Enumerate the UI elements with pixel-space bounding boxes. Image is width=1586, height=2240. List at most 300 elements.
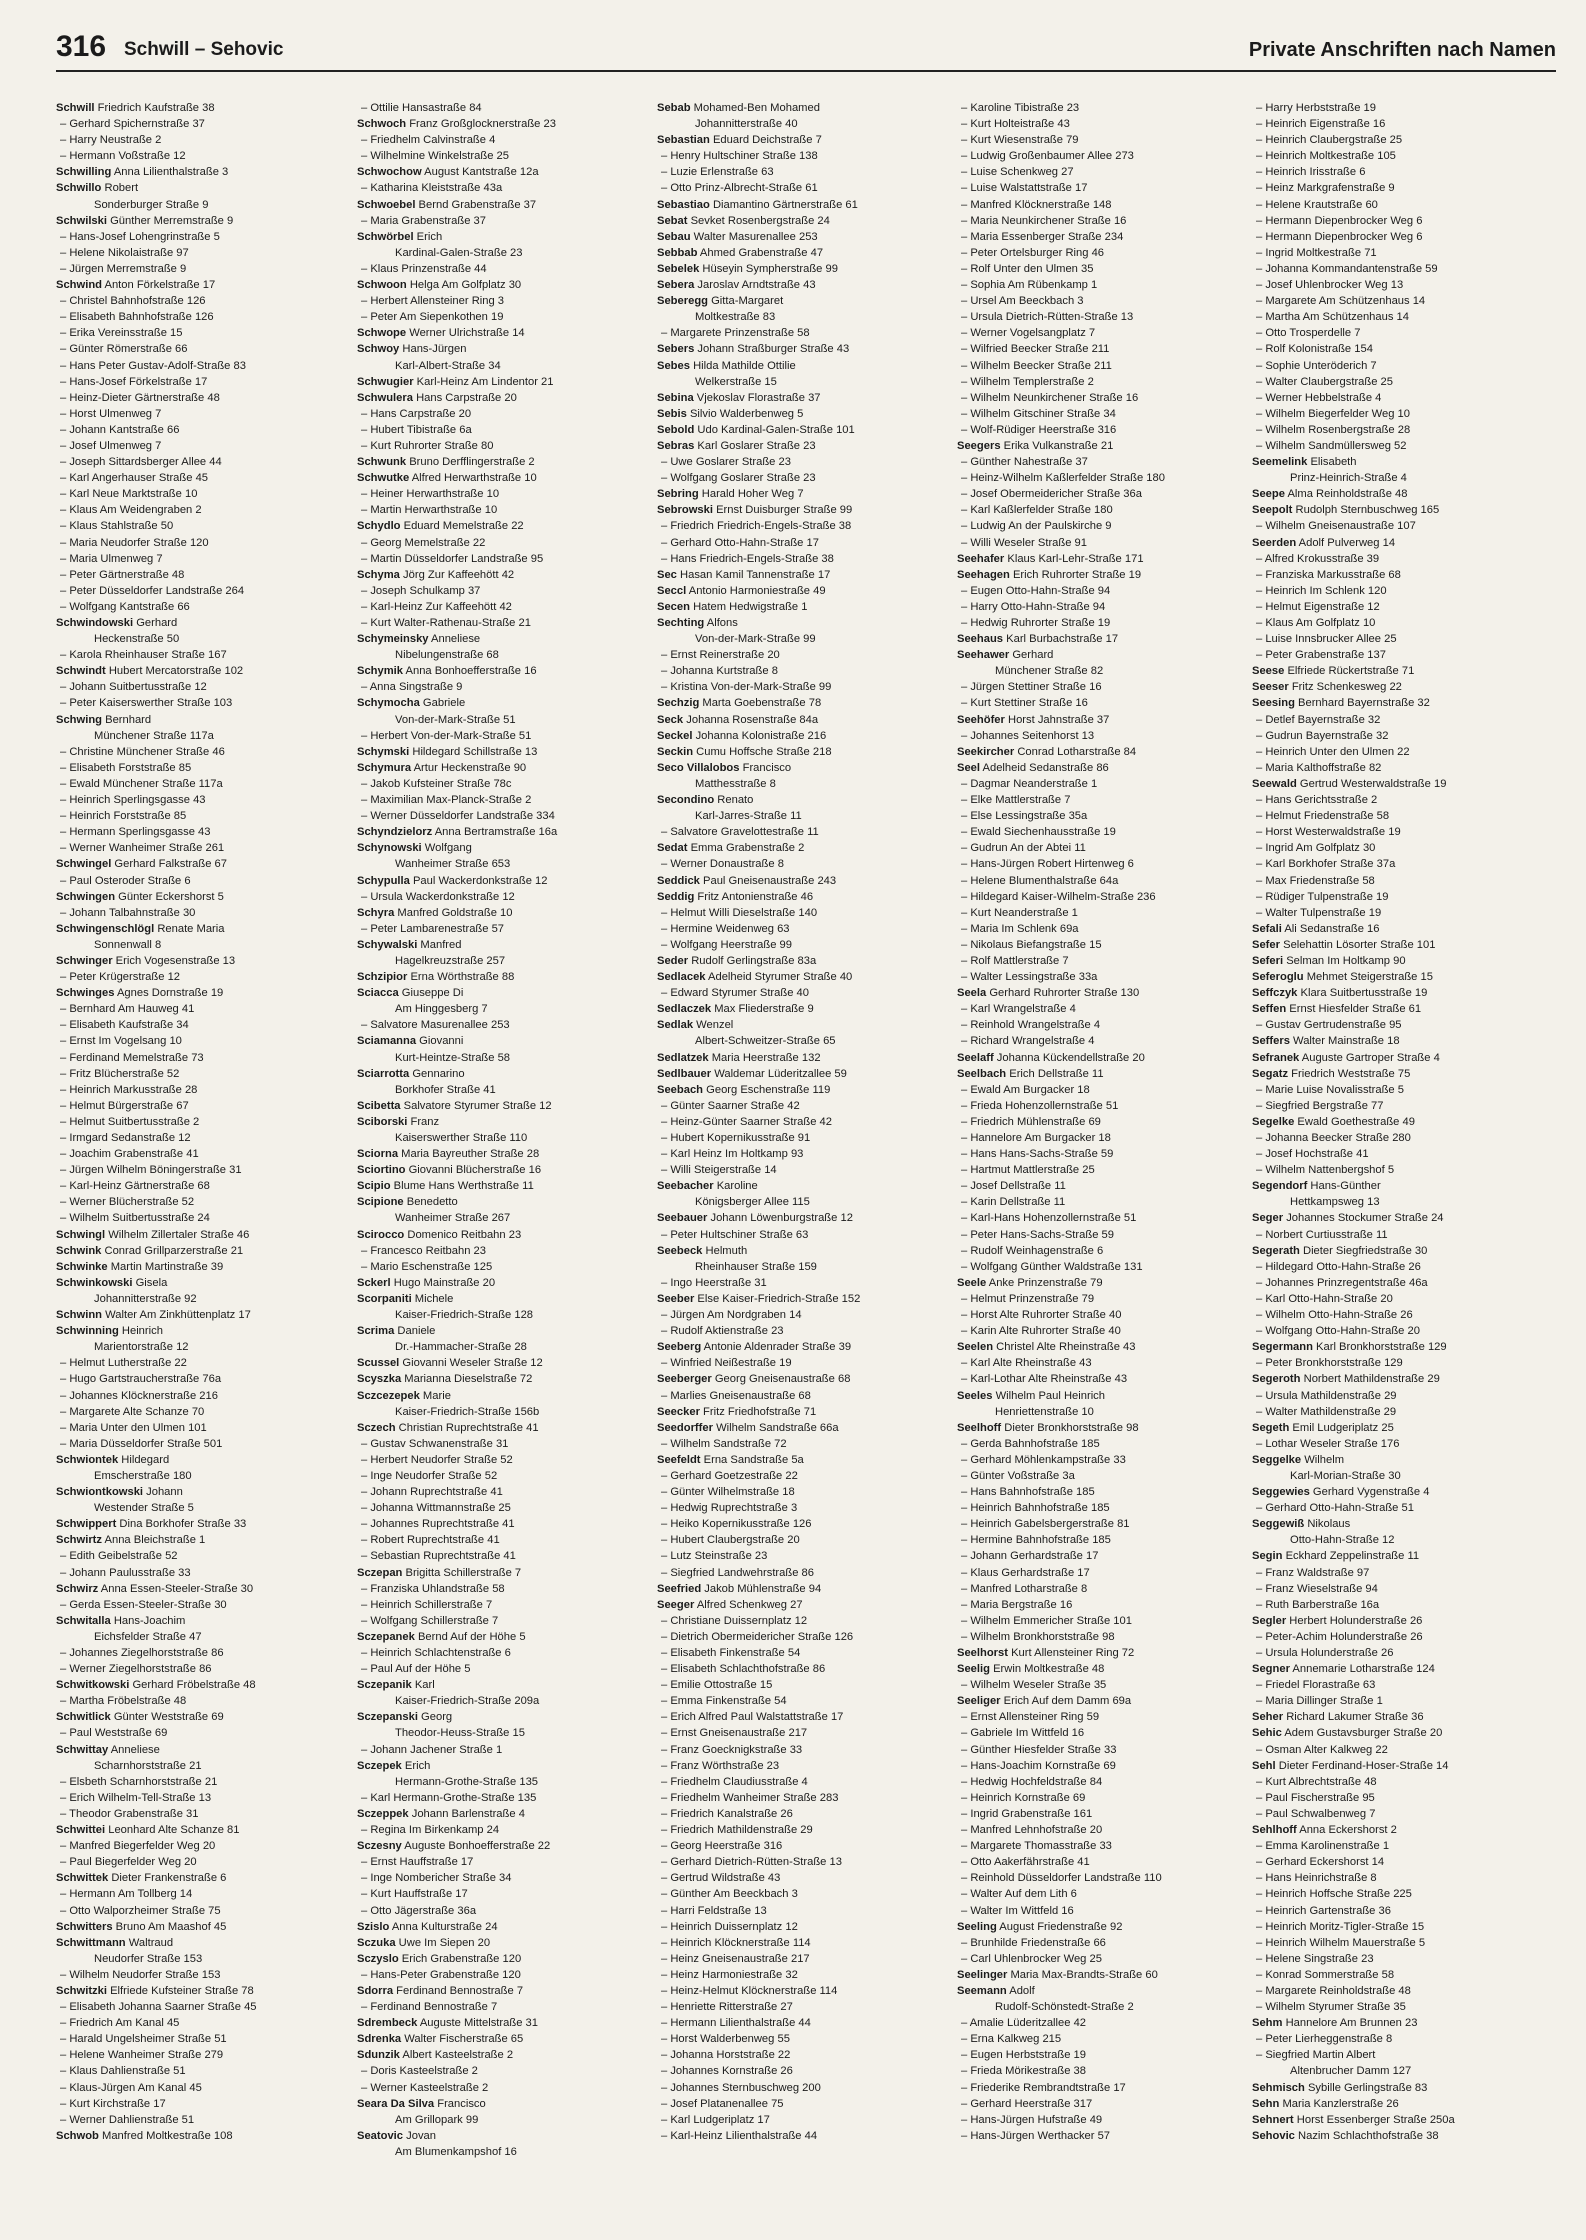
directory-entry: – Karl Neue Marktstraße 10 — [60, 488, 198, 501]
directory-entry: – Johanna Kurtstraße 8 — [661, 665, 778, 678]
directory-entry: – Manfred Lehnhofstraße 20 — [961, 1824, 1103, 1837]
directory-entry — [1252, 1709, 1542, 1725]
directory-entry — [357, 518, 647, 534]
directory-entry: – Ernst Allensteiner Ring 59 — [961, 1711, 1100, 1724]
directory-entry — [357, 1291, 647, 1307]
surname: Seatovic — [357, 2129, 404, 2142]
surname: Schwink — [56, 1244, 102, 1257]
directory-entry: – Otto Trosperdelle 7 — [1256, 327, 1361, 340]
directory-entry: – Jürgen Am Nordgraben 14 — [661, 1309, 802, 1322]
directory-entry: – Gudrun Bayernstraße 32 — [1256, 729, 1389, 742]
entry-details: Alfons — [704, 617, 738, 629]
entry-details: Horst Essenberger Straße 250a — [1293, 2113, 1455, 2126]
directory-entry — [1252, 1452, 1542, 1468]
surname: Schwilling — [56, 166, 112, 179]
surname: Schyma — [357, 568, 400, 581]
directory-entry — [657, 1291, 947, 1307]
entry-details: Daniele — [394, 1325, 436, 1338]
directory-entry: – Gabriele Im Wittfeld 16 — [961, 1727, 1085, 1740]
directory-entry: Albert-Schweitzer-Straße 65 — [695, 1035, 836, 1048]
directory-entry: – Else Lessingstraße 35a — [961, 810, 1088, 823]
directory-entry: – Hedwig Ruprechtstraße 3 — [661, 1502, 798, 1515]
surname: Schymik — [357, 665, 404, 678]
surname: Sebers — [657, 343, 695, 356]
directory-entry: – Heinrich Gartenstraße 36 — [1256, 1904, 1391, 1917]
directory-entry — [357, 1114, 647, 1130]
directory-entry: – Friedrich Friedrich-Engels-Straße 38 — [661, 520, 852, 533]
directory-entry: – Walter Tulpenstraße 19 — [1256, 906, 1382, 919]
entry-details: Günter Weststraße 69 — [110, 1711, 224, 1724]
directory-entry: – Nikolaus Biefangstraße 15 — [961, 938, 1102, 951]
surname: Sczyslo — [357, 1952, 399, 1965]
directory-entry: – Wilhelm Sandmüllersweg 52 — [1256, 439, 1407, 452]
directory-entry: – Gerda Essen-Steeler-Straße 30 — [60, 1598, 227, 1611]
directory-entry: – Salvatore Masurenallee 253 — [361, 1019, 510, 1032]
entry-details: Karl Burbachstraße 17 — [1003, 633, 1119, 646]
surname: Schwoch — [357, 118, 407, 131]
entry-details: Anke Prinzenstraße 79 — [986, 1276, 1103, 1289]
directory-entry: – Hannelore Am Burgacker 18 — [961, 1132, 1111, 1144]
directory-entry: – Francesco Reitbahn 23 — [361, 1244, 487, 1257]
surname: Seepolt — [1252, 504, 1293, 517]
directory-entry: – Franz Wörthstraße 23 — [661, 1759, 780, 1772]
directory-entry: – Osman Alter Kalkweg 22 — [1256, 1743, 1388, 1756]
surname: Seferi — [1252, 954, 1284, 967]
directory-entry: – Wilhelm Neudorfer Straße 153 — [60, 1968, 221, 1981]
directory-entry: – Ernst Gneisenaustraße 217 — [661, 1727, 808, 1740]
directory-entry: – Johann Suitbertusstraße 12 — [60, 681, 207, 694]
directory-entry: Karl-Albert-Straße 34 — [395, 359, 501, 372]
directory-entry: – Ernst Reinerstraße 20 — [661, 649, 780, 662]
surname: Sczepanski — [357, 1711, 418, 1724]
directory-entry: – Heinrich Forststraße 85 — [60, 810, 187, 823]
directory-entry: – Harry Neustraße 2 — [60, 134, 162, 147]
directory-entry — [56, 1484, 346, 1500]
directory-entry — [1252, 2096, 1542, 2112]
entry-details: Friedrich Weststraße 75 — [1288, 1067, 1411, 1080]
directory-entry: – Jürgen Stettiner Straße 16 — [961, 681, 1102, 694]
directory-entry — [657, 1581, 947, 1597]
directory-entry: – Eugen Otto-Hahn-Straße 94 — [961, 584, 1111, 597]
entry-details: Georg Gneisenaustraße 68 — [711, 1373, 851, 1386]
entry-details: Friedrich Kaufstraße 38 — [94, 102, 215, 114]
entry-details: Leonhard Alte Schanze 81 — [105, 1824, 240, 1837]
directory-entry: Altenbrucher Damm 127 — [1290, 2065, 1412, 2078]
entry-details: Bernhard — [102, 713, 152, 726]
entry-details: Gabriele — [419, 697, 466, 710]
column-1 — [56, 100, 346, 2220]
directory-entry — [357, 567, 647, 583]
directory-entry: Matthesstraße 8 — [695, 777, 776, 790]
directory-entry — [657, 953, 947, 969]
directory-entry: – Martha Fröbelstraße 48 — [60, 1695, 187, 1708]
directory-entry: – Klaus Prinzenstraße 44 — [361, 262, 487, 275]
directory-entry: – Werner Blücherstraße 52 — [60, 1196, 195, 1209]
directory-entry — [1252, 1516, 1542, 1532]
entry-details: Salvatore Styrumer Straße 12 — [400, 1099, 552, 1112]
surname: Seebach — [657, 1083, 704, 1096]
directory-entry: – Heinrich Hoffsche Straße 225 — [1256, 1888, 1412, 1901]
directory-entry: – Josef Obermeidericher Straße 36a — [961, 488, 1142, 501]
directory-entry: – Otto Aakerfährstraße 41 — [961, 1856, 1090, 1869]
directory-entry: – Emma Finkenstraße 54 — [661, 1695, 787, 1708]
entry-details: Horst Jahnstraße 37 — [1004, 713, 1110, 726]
surname: Schwittei — [56, 1824, 106, 1837]
directory-entry: – Martha Am Schützenhaus 14 — [1256, 311, 1409, 324]
entry-details: Gerhard Ruhrorter Straße 130 — [986, 987, 1140, 1000]
directory-entry — [357, 1146, 647, 1162]
entry-details: Sevket Rosenbergstraße 24 — [687, 214, 830, 227]
directory-entry: – Heinrich Klöcknerstraße 114 — [661, 1936, 811, 1949]
directory-entry — [56, 180, 346, 196]
directory-entry: – Klaus Am Weidengraben 2 — [60, 504, 202, 517]
surname: Schwochow — [357, 166, 422, 179]
entry-details: Franz Großglocknerstraße 23 — [406, 118, 556, 131]
entry-details: Renate Maria — [154, 922, 225, 935]
surname: Schwitzki — [56, 1984, 107, 1997]
surname: Seese — [1252, 665, 1285, 678]
directory-entry: – Klaus-Jürgen Am Kanal 45 — [60, 2081, 202, 2094]
directory-entry — [56, 953, 346, 969]
entry-details: Adolf — [1006, 1984, 1035, 1997]
entry-details: Hans Carpstraße 20 — [412, 391, 517, 404]
directory-entry: – Heinrich Duissernplatz 12 — [661, 1920, 798, 1933]
directory-entry: – Karl-Hans Hohenzollernstraße 51 — [961, 1212, 1137, 1225]
directory-entry — [357, 1355, 647, 1371]
directory-entry: – Günter Voßstraße 3a — [961, 1469, 1075, 1482]
directory-entry — [1252, 663, 1542, 679]
directory-entry: Otto-Hahn-Straße 12 — [1290, 1534, 1395, 1547]
entry-details: Klara Suitbertusstraße 19 — [1297, 987, 1428, 1000]
surname: Seffers — [1252, 1035, 1290, 1048]
directory-entry: – Johann Kantstraße 66 — [60, 423, 180, 436]
surname: Sebab — [657, 102, 691, 114]
surname: Sebau — [657, 230, 691, 243]
surname: Segerath — [1252, 1244, 1300, 1257]
directory-entry — [957, 1066, 1247, 1082]
surname: Segner — [1252, 1663, 1290, 1676]
directory-entry — [657, 1001, 947, 1017]
directory-entry — [357, 390, 647, 406]
entry-details: Fritz Schenkesweg 22 — [1288, 681, 1402, 694]
directory-entry — [357, 1951, 647, 1967]
directory-entry: – Alfred Krokusstraße 39 — [1256, 552, 1380, 565]
entry-details: Klaus Karl-Lehr-Straße 171 — [1004, 552, 1144, 565]
directory-entry: – Margarete Thomasstraße 33 — [961, 1840, 1112, 1853]
directory-entry — [957, 985, 1247, 1001]
directory-entry: – Josef Platanenallee 75 — [661, 2097, 784, 2110]
directory-entry: – Hermann Am Tollberg 14 — [60, 1888, 193, 1901]
surname: Sebis — [657, 407, 687, 420]
directory-entry: – Hans Hans-Sachs-Straße 59 — [961, 1148, 1114, 1161]
directory-entry: – Hildegard Kaiser-Wilhelm-Straße 236 — [961, 890, 1156, 903]
directory-entry: – Kurt Albrechtstraße 48 — [1256, 1775, 1377, 1788]
surname: Schwiontek — [56, 1453, 119, 1466]
directory-entry — [657, 567, 947, 583]
directory-entry: – Erich Alfred Paul Walstattstraße 17 — [661, 1711, 844, 1724]
directory-entry: – Gerhard Heerstraße 317 — [961, 2097, 1093, 2110]
directory-entry: – Ursula Wackerdonkstraße 12 — [361, 890, 515, 903]
directory-entry — [56, 1243, 346, 1259]
directory-entry: – Karl Kaßlerfelder Straße 180 — [961, 504, 1113, 517]
directory-entry: – Karl Otto-Hahn-Straße 20 — [1256, 1292, 1393, 1305]
surname: Sczech — [357, 1421, 396, 1434]
directory-entry — [357, 1709, 647, 1725]
directory-entry: – Hans-Joachim Kornstraße 69 — [961, 1759, 1116, 1772]
directory-entry: – Heinrich Moritz-Tigler-Straße 15 — [1256, 1920, 1425, 1933]
directory-entry: – Wilhelm Gitschiner Straße 34 — [961, 407, 1116, 420]
directory-entry — [357, 1033, 647, 1049]
entry-details: Nazim Schlachthofstraße 38 — [1294, 2129, 1439, 2142]
directory-entry — [357, 229, 647, 245]
directory-entry — [957, 647, 1247, 663]
surname: Sdrembeck — [357, 2017, 418, 2030]
directory-entry: – Bernhard Am Hauweg 41 — [60, 1003, 195, 1016]
entry-details: Karl-Heinz Am Lindentor 21 — [413, 375, 554, 388]
surname: Sciortino — [357, 1164, 406, 1177]
directory-entry: – Max Friedenstraße 58 — [1256, 874, 1375, 887]
directory-entry: – Wilhelm Suitbertusstraße 24 — [60, 1212, 210, 1225]
directory-entry: – Harry Herbststraße 19 — [1256, 102, 1376, 114]
surname: Seehaus — [957, 633, 1004, 646]
directory-entry: – Paul Biegerfelder Weg 20 — [60, 1856, 197, 1869]
directory-entry: Johannitterstraße 92 — [94, 1292, 197, 1305]
directory-entry — [957, 1275, 1247, 1291]
entry-details: Vjekoslav Florastraße 37 — [693, 391, 821, 404]
directory-entry — [357, 2047, 647, 2063]
directory-entry: – Sebastian Ruprechtstraße 41 — [361, 1550, 516, 1563]
directory-entry: Von-der-Mark-Straße 99 — [695, 633, 816, 646]
directory-entry: – Anna Singstraße 9 — [361, 681, 463, 694]
directory-entry: – Johanna Beecker Straße 280 — [1256, 1132, 1411, 1144]
surname: Seesing — [1252, 697, 1295, 710]
directory-entry: Kardinal-Galen-Straße 23 — [395, 246, 523, 259]
directory-entry: – Horst Walderbenweg 55 — [661, 2033, 790, 2046]
surname: Seferoglu — [1252, 971, 1304, 984]
directory-entry: – Ruth Barberstraße 16a — [1256, 1598, 1380, 1611]
directory-entry — [657, 486, 947, 502]
entry-details: Christel Alte Rheinstraße 43 — [993, 1341, 1136, 1354]
surname: Schwoon — [357, 279, 407, 292]
directory-entry: – Friederike Rembrandtstraße 17 — [961, 2081, 1126, 2094]
directory-entry — [1252, 679, 1542, 695]
directory-entry: – Herbert Allensteiner Ring 3 — [361, 295, 505, 308]
surname: Scirocco — [357, 1228, 405, 1241]
directory-entry: – Peter Kaiserswerther Straße 103 — [60, 697, 233, 710]
entry-details: Hüseyin Sympherstraße 99 — [699, 262, 838, 275]
directory-entry: – Karl Hermann-Grothe-Straße 135 — [361, 1791, 537, 1804]
directory-entry: – Peter Grabenstraße 137 — [1256, 649, 1386, 662]
directory-entry: – Ernst Im Vogelsang 10 — [60, 1035, 182, 1048]
surname: Schwilski — [56, 214, 107, 227]
directory-entry — [357, 1420, 647, 1436]
directory-entry: – Maria Essenberger Straße 234 — [961, 230, 1124, 243]
directory-entry: – Ingo Heerstraße 31 — [661, 1276, 767, 1289]
surname: Segler — [1252, 1614, 1287, 1627]
directory-entry: – Elisabeth Bahnhofstraße 126 — [60, 311, 214, 324]
entry-details: Else Kaiser-Friedrich-Straße 152 — [694, 1292, 861, 1305]
directory-entry: – Wolfgang Günther Waldstraße 131 — [961, 1260, 1143, 1273]
directory-entry — [56, 1227, 346, 1243]
directory-entry: – Kurt Ruhrorter Straße 80 — [361, 439, 494, 452]
surname: Seefeldt — [657, 1453, 701, 1466]
entry-details: Walter Fischerstraße 65 — [401, 2033, 524, 2046]
entry-details: Marta Goebenstraße 78 — [699, 697, 822, 710]
directory-entry: – Helmut Eigenstraße 12 — [1256, 600, 1380, 613]
directory-entry: – Dietrich Obermeidericher Straße 126 — [661, 1630, 854, 1643]
directory-entry: – Helmut Suitbertusstraße 2 — [60, 1115, 200, 1128]
surname: Seehöfer — [957, 713, 1005, 726]
directory-entry: – Kurt Neanderstraße 1 — [961, 906, 1078, 919]
surname: Sczepanek — [357, 1630, 415, 1643]
surname: Seher — [1252, 1711, 1284, 1724]
entry-details: Fritz Antonienstraße 46 — [694, 890, 814, 903]
entry-details: Erich Vogesenstraße 13 — [112, 954, 236, 967]
directory-entry — [357, 341, 647, 357]
directory-entry — [657, 969, 947, 985]
surname: Sciorna — [357, 1148, 399, 1161]
directory-entry — [957, 631, 1247, 647]
directory-entry: – Hubert Claubergstraße 20 — [661, 1534, 800, 1547]
directory-entry: – Helmut Prinzenstraße 79 — [961, 1292, 1095, 1305]
directory-entry — [657, 1243, 947, 1259]
directory-entry: – Heinrich Schlachtenstraße 6 — [361, 1647, 511, 1659]
directory-entry: – Josef Ulmenweg 7 — [60, 439, 162, 452]
directory-entry: – Kurt Wiesenstraße 79 — [961, 134, 1079, 147]
directory-entry — [657, 213, 947, 229]
surname: Schwitkowski — [56, 1679, 130, 1692]
directory-entry: – Werner Ziegelhorststraße 86 — [60, 1663, 212, 1676]
directory-entry: – Reinhold Wrangelstraße 4 — [961, 1019, 1101, 1032]
directory-entry: – Helene Krautstraße 60 — [1256, 198, 1378, 211]
directory-entry: – Reinhold Düsseldorfer Landstraße 110 — [961, 1872, 1162, 1885]
surname: Schwiontkowski — [56, 1486, 144, 1499]
entry-details: Eckhard Zeppelinstraße 11 — [1282, 1550, 1420, 1563]
surname: Sciarrotta — [357, 1067, 410, 1080]
directory-entry: – Eugen Herbststraße 19 — [961, 2049, 1086, 2062]
surname: Sebes — [657, 359, 690, 372]
directory-entry: – Marlies Gneisenaustraße 68 — [661, 1389, 811, 1402]
directory-entry: – Johannes Klöcknerstraße 216 — [60, 1389, 218, 1402]
directory-entry: – Rolf Unter den Ulmen 35 — [961, 262, 1094, 275]
surname: Schwirz — [56, 1582, 99, 1595]
directory-entry — [56, 1323, 346, 1339]
directory-entry: – Hermine Weidenweg 63 — [661, 922, 790, 935]
directory-entry: – Edith Geibelstraße 52 — [60, 1550, 178, 1563]
directory-entry — [1252, 486, 1542, 502]
directory-entry: – Maria Düsseldorfer Straße 501 — [60, 1437, 223, 1450]
surname: Seeser — [1252, 681, 1289, 694]
directory-entry: – Klaus Dahlienstraße 51 — [60, 2065, 186, 2078]
column-3 — [657, 100, 947, 2220]
entry-details: Wenzel — [693, 1019, 734, 1032]
directory-entry: – Karl Heinz Im Holtkamp 93 — [661, 1148, 804, 1161]
surname: Segin — [1252, 1550, 1283, 1563]
surname: Schwoy — [357, 343, 400, 356]
directory-entry: – Elisabeth Forststraße 85 — [60, 761, 192, 774]
directory-entry: – Josef Hochstraße 41 — [1256, 1148, 1369, 1161]
surname: Segatz — [1252, 1067, 1289, 1080]
surname: Schwing — [56, 713, 102, 726]
entry-details: Karoline — [713, 1180, 758, 1193]
directory-entry — [357, 470, 647, 486]
directory-entry: – Kristina Von-der-Mark-Straße 99 — [661, 681, 832, 694]
surname: Sechting — [657, 617, 705, 629]
entry-details: Hans-Jürgen — [399, 343, 467, 356]
entry-details: Wilhelm Sandstraße 66a — [712, 1421, 839, 1434]
entry-details: Hubert Mercatorstraße 102 — [105, 665, 244, 678]
directory-entry — [657, 277, 947, 293]
directory-entry: – Hermann Lilienthalstraße 44 — [661, 2017, 811, 2030]
surname: Schwirtz — [56, 1534, 103, 1547]
entry-details: Giovanni Blücherstraße 16 — [405, 1164, 542, 1177]
directory-entry: Am Blumenkampshof 16 — [395, 2145, 517, 2158]
directory-entry — [657, 583, 947, 599]
directory-entry — [657, 1452, 947, 1468]
entry-details: Anton Förkelstraße 17 — [102, 279, 216, 292]
entry-details: August Kantstraße 12a — [421, 166, 539, 179]
surname: Schwulera — [357, 391, 413, 404]
entry-details: Eduard Deichstraße 7 — [709, 134, 822, 147]
surname: Schymura — [357, 761, 412, 774]
directory-columns — [56, 100, 1556, 2220]
directory-entry: – Friedrich Mühlenstraße 69 — [961, 1115, 1101, 1128]
surname: Sedat — [657, 842, 688, 855]
entry-details: Hans-Günther — [1307, 1180, 1381, 1193]
surname: Seeling — [957, 1920, 997, 1933]
entry-details: Antonie Aldenrader Straße 39 — [701, 1341, 852, 1354]
directory-entry: – Siegfried Martin Albert — [1256, 2049, 1376, 2062]
surname: Seemann — [957, 1984, 1007, 1997]
entry-details: Heinrich — [118, 1325, 163, 1338]
entry-details: Anna Essen-Steeler-Straße 30 — [98, 1582, 254, 1595]
directory-entry: – Maria Neunkirchener Straße 16 — [961, 214, 1127, 227]
directory-entry — [357, 1194, 647, 1210]
entry-details: Johann — [143, 1486, 183, 1499]
directory-entry — [357, 1371, 647, 1387]
directory-entry — [56, 663, 346, 679]
directory-entry: – Maria Bergstraße 16 — [961, 1598, 1073, 1611]
directory-entry: Henriettenstraße 10 — [995, 1405, 1094, 1418]
directory-entry: – Franz Goecknigkstraße 33 — [661, 1743, 803, 1756]
directory-entry: – Wilhelmine Winkelstraße 25 — [361, 150, 509, 163]
directory-entry — [657, 873, 947, 889]
directory-entry — [657, 1017, 947, 1033]
entry-details: Martin Martinstraße 39 — [107, 1260, 224, 1273]
directory-entry: – Heinrich Claubergstraße 25 — [1256, 134, 1403, 147]
entry-details: Adelheid Styrumer Straße 40 — [705, 971, 853, 984]
entry-details: Michele — [411, 1292, 454, 1305]
directory-entry: – Edward Styrumer Straße 40 — [661, 987, 809, 1000]
entry-details: Selman Im Holtkamp 90 — [1283, 954, 1406, 967]
directory-entry: – Kurt Hauffstraße 17 — [361, 1888, 468, 1901]
directory-entry: – Wilhelm Sandstraße 72 — [661, 1437, 787, 1450]
directory-entry — [1252, 921, 1542, 937]
entry-details: Conrad Lotharstraße 84 — [1014, 745, 1137, 758]
directory-entry — [657, 840, 947, 856]
directory-entry: – Frieda Mörikestraße 38 — [961, 2065, 1086, 2078]
surname: Seelbach — [957, 1067, 1007, 1080]
directory-entry — [357, 985, 647, 1001]
directory-entry — [657, 792, 947, 808]
directory-entry: – Wolfgang Kantstraße 66 — [60, 600, 190, 613]
entry-details: Dieter Siegfriedstraße 30 — [1299, 1244, 1428, 1257]
entry-details: Annemarie Lotharstraße 124 — [1289, 1663, 1435, 1676]
directory-entry — [1252, 1210, 1542, 1226]
directory-entry: – Paul Fischerstraße 95 — [1256, 1791, 1375, 1804]
directory-entry: – Karin Alte Ruhrorter Straße 40 — [961, 1325, 1121, 1338]
directory-entry — [357, 937, 647, 953]
